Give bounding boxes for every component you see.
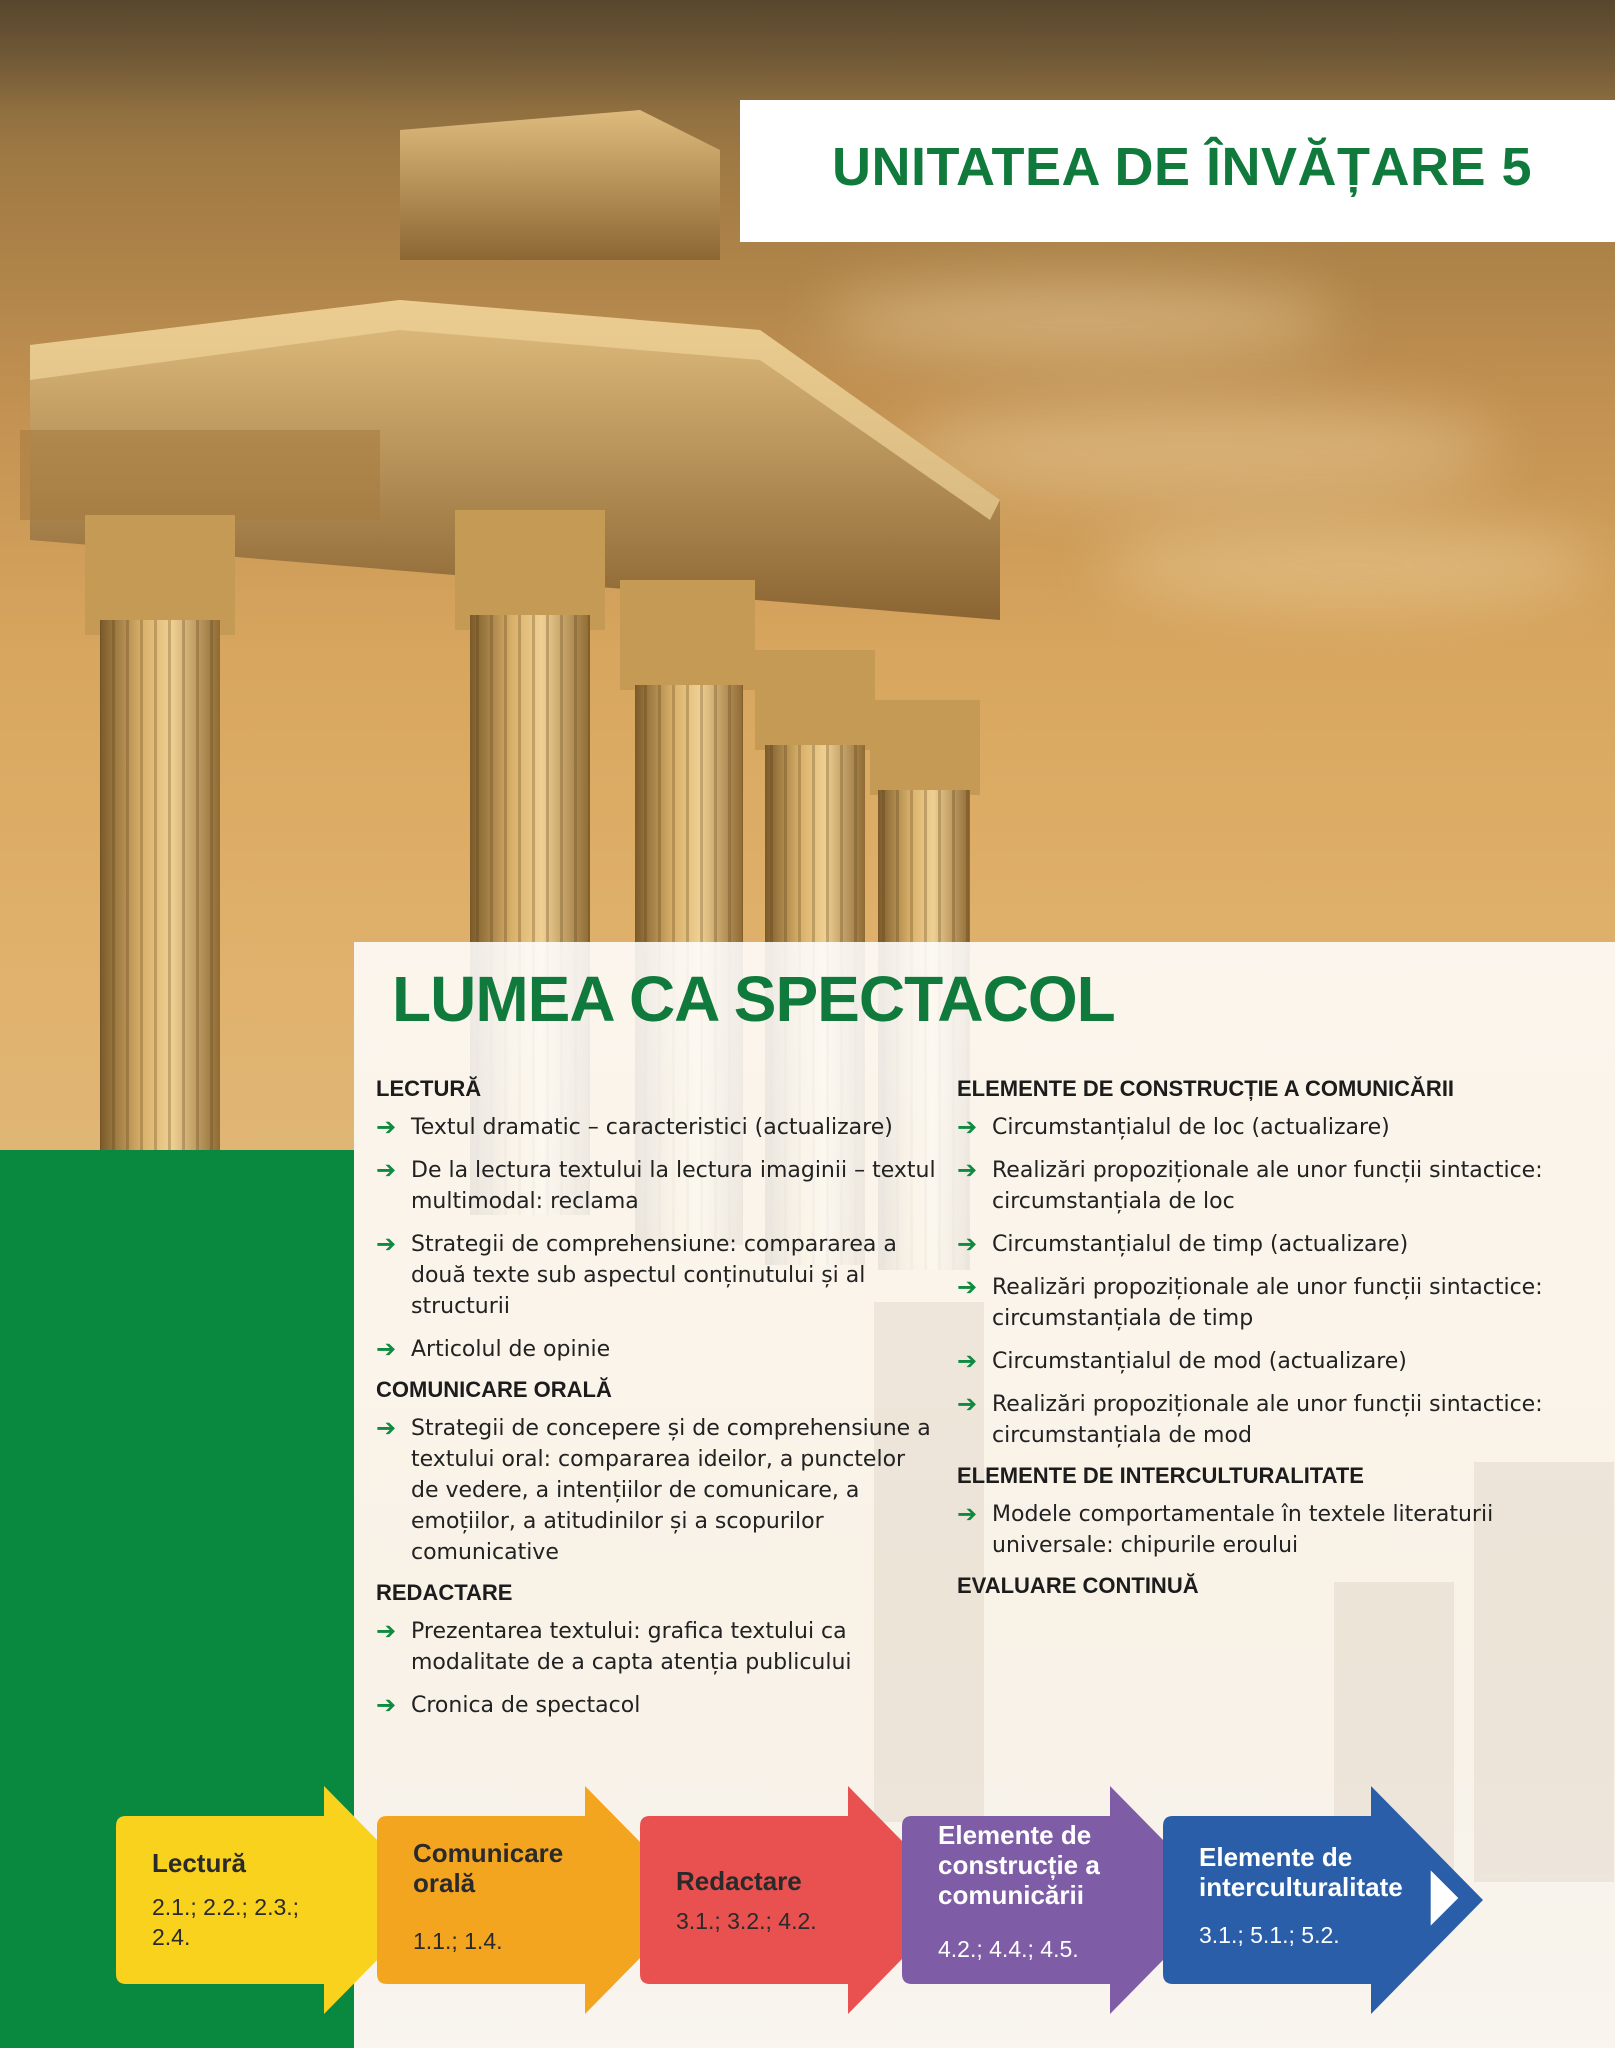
competence-codes: 3.1.; 5.1.; 5.2. bbox=[1199, 1922, 1340, 1948]
right-arrow-icon: ➔ bbox=[957, 1390, 978, 1418]
topic-text: Circumstanțialul de loc (actualizare) bbox=[992, 1115, 1390, 1140]
section-heading: ELEMENTE DE INTERCULTURALITATE bbox=[957, 1463, 1364, 1488]
right-arrow-icon: ➔ bbox=[376, 1113, 397, 1141]
competence-arrow bbox=[1163, 1780, 1563, 2048]
right-arrow-icon: ➔ bbox=[376, 1335, 397, 1363]
section-heading: ELEMENTE DE CONSTRUCȚIE A COMUNICĂRII bbox=[957, 1076, 1455, 1101]
topic-list-item bbox=[376, 1334, 936, 1365]
section-heading: EVALUARE CONTINUĂ bbox=[957, 1573, 1199, 1598]
topic-list-item bbox=[376, 1690, 936, 1721]
topic-text: Modele comportamentale în textele literaturii universale: chipurile eroului bbox=[992, 1502, 1494, 1558]
competence-codes: 4.2.; 4.4.; 4.5. bbox=[938, 1936, 1079, 1962]
right-arrow-icon: ➔ bbox=[376, 1156, 397, 1184]
topic-list-item bbox=[957, 1389, 1597, 1451]
topic-text: Realizări propoziționale ale unor funcții sintactice: circumstanțiala de loc bbox=[992, 1158, 1543, 1214]
section-heading: REDACTARE bbox=[376, 1580, 513, 1605]
competence-codes: 1.1.; 1.4. bbox=[413, 1928, 503, 1954]
arrow-label: Elemente de interculturalitate bbox=[1199, 1842, 1403, 1902]
topic-list-item bbox=[957, 1229, 1597, 1260]
arrow-label: Lectură bbox=[152, 1848, 246, 1878]
topic-list-item bbox=[376, 1413, 936, 1568]
competence-codes: 3.1.; 3.2.; 4.2. bbox=[676, 1908, 817, 1934]
topic-text: Textul dramatic – caracteristici (actualizare) bbox=[411, 1115, 893, 1140]
topic-list-item bbox=[376, 1616, 936, 1678]
right-arrow-icon: ➔ bbox=[957, 1500, 978, 1528]
topic-text: Cronica de spectacol bbox=[411, 1693, 641, 1718]
section-heading: LECTURĂ bbox=[376, 1076, 482, 1101]
right-arrow-icon: ➔ bbox=[957, 1273, 978, 1301]
arrow-label: Redactare bbox=[676, 1866, 802, 1896]
topic-list-item bbox=[376, 1229, 936, 1322]
arrow-label: Elemente de construcție a comunicării bbox=[938, 1820, 1100, 1910]
topic-text: De la lectura textului la lectura imaginii – textul multimodal: reclama bbox=[411, 1158, 936, 1214]
topic-text: Articolul de opinie bbox=[411, 1337, 611, 1362]
right-arrow-icon: ➔ bbox=[957, 1347, 978, 1375]
page-title: LUMEA CA SPECTACOL bbox=[392, 963, 1115, 1035]
competence-codes: 2.1.; 2.2.; 2.3.; 2.4. bbox=[152, 1894, 300, 1950]
section-heading: COMUNICARE ORALĂ bbox=[376, 1377, 612, 1402]
topic-list-item bbox=[957, 1346, 1597, 1377]
topic-text: Circumstanțialul de timp (actualizare) bbox=[992, 1232, 1409, 1257]
topic-list-item bbox=[957, 1112, 1597, 1143]
arrow-label: Comunicare orală bbox=[413, 1838, 564, 1898]
right-arrow-icon: ➔ bbox=[376, 1414, 397, 1442]
right-topics-column bbox=[957, 1072, 1597, 1609]
topic-list-item bbox=[957, 1155, 1597, 1217]
topic-list-item bbox=[957, 1272, 1597, 1334]
right-arrow-icon: ➔ bbox=[376, 1617, 397, 1645]
topic-text: Strategii de comprehensiune: compararea a două texte sub aspectul conținutului și al structurii bbox=[411, 1232, 897, 1319]
arrow-shape bbox=[1163, 1780, 1563, 2048]
topic-list-item bbox=[957, 1499, 1597, 1561]
topic-list-item bbox=[376, 1155, 936, 1217]
topic-text: Prezentarea textului: grafica textului ca modalitate de a capta atenția publicului bbox=[411, 1619, 852, 1675]
topic-text: Realizări propoziționale ale unor funcții sintactice: circumstanțiala de timp bbox=[992, 1275, 1543, 1331]
right-arrow-icon: ➔ bbox=[957, 1113, 978, 1141]
right-arrow-icon: ➔ bbox=[957, 1230, 978, 1258]
topic-text: Strategii de concepere și de comprehensiune a textului oral: compararea ideilor, a punctelor de vedere, a intențiilor de comunicare, a emoțiilor, a atitudinilor și a scopurilor comunicative bbox=[411, 1416, 931, 1565]
topic-text: Circumstanțialul de mod (actualizare) bbox=[992, 1349, 1407, 1374]
right-arrow-icon: ➔ bbox=[376, 1691, 397, 1719]
topic-list-item bbox=[376, 1112, 936, 1143]
topic-text: Realizări propoziționale ale unor funcții sintactice: circumstanțiala de mod bbox=[992, 1392, 1543, 1448]
right-arrow-icon: ➔ bbox=[957, 1156, 978, 1184]
competences-arrow-row bbox=[0, 1780, 1615, 2048]
unit-title: UNITATEA DE ÎNVĂȚARE 5 bbox=[832, 137, 1533, 197]
unit-header-box bbox=[740, 100, 1615, 242]
left-topics-column bbox=[376, 1072, 936, 1733]
right-arrow-icon: ➔ bbox=[376, 1230, 397, 1258]
